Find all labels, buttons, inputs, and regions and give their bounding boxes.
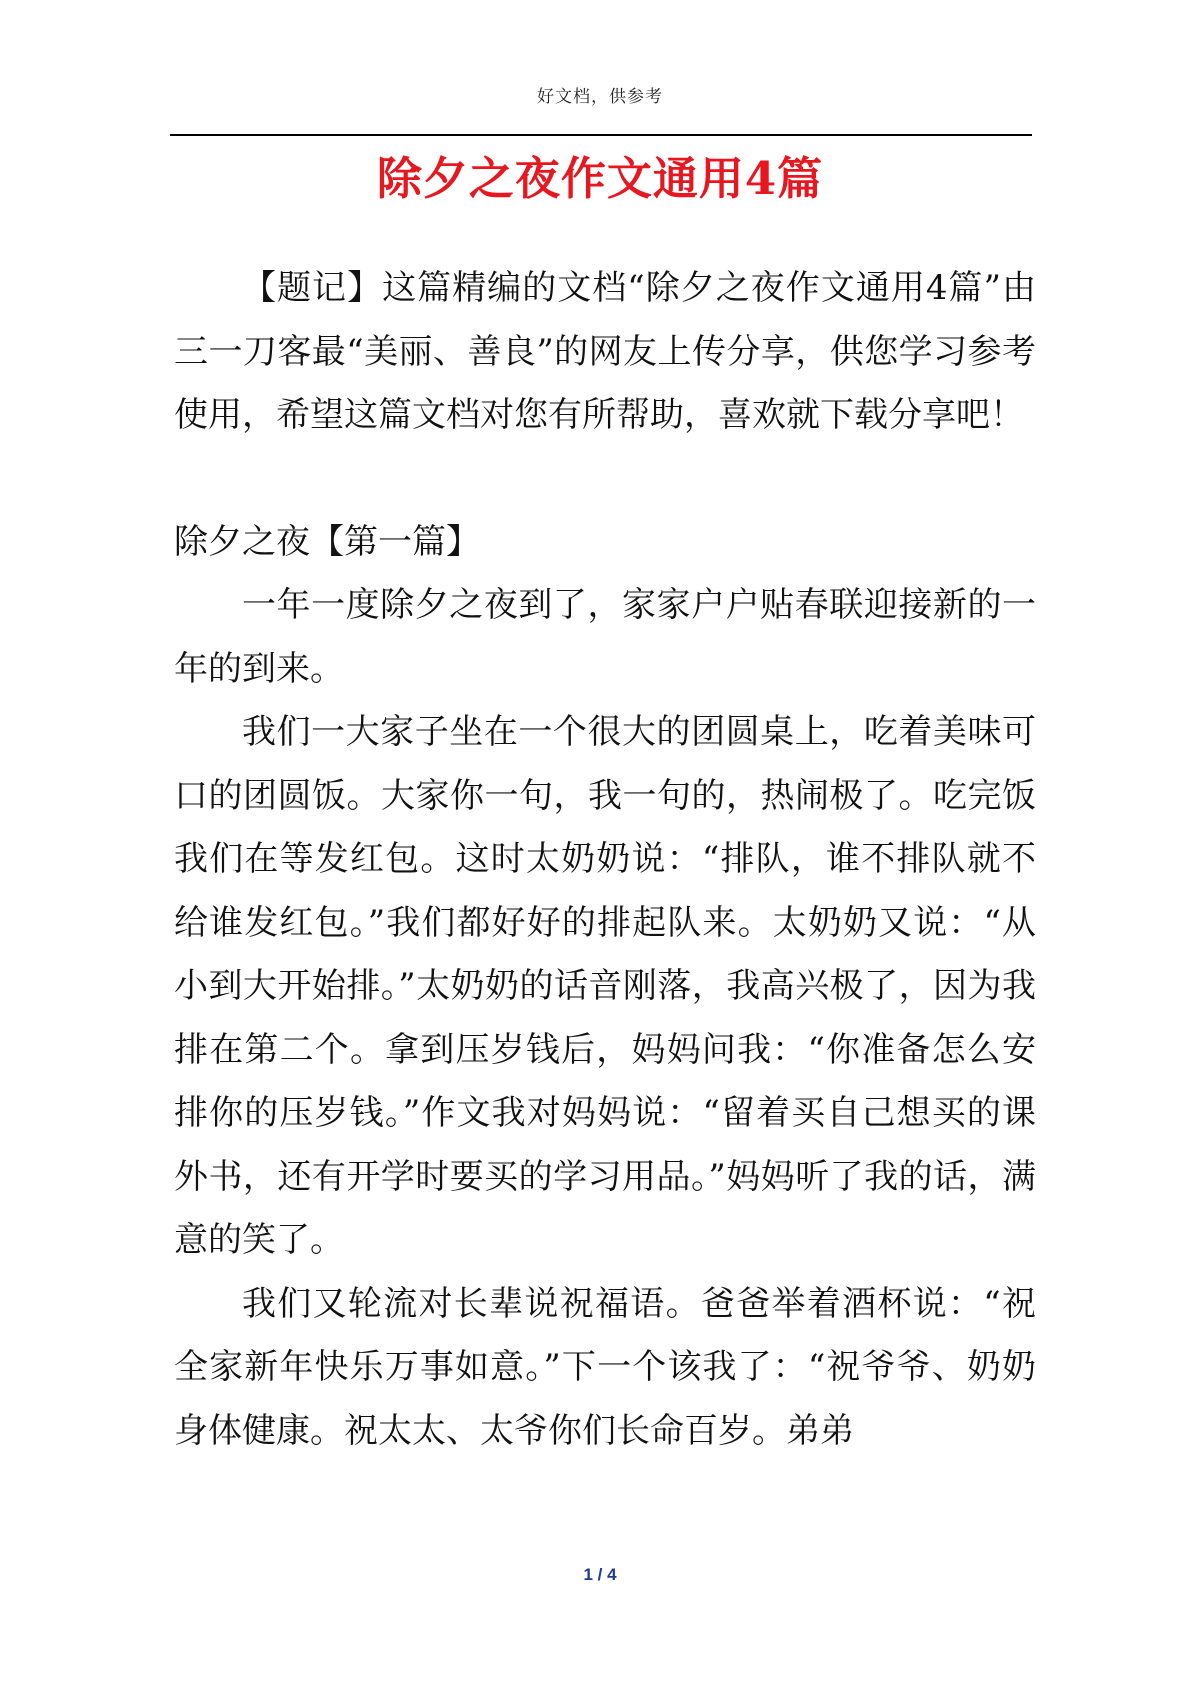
document-body — [174, 257, 1036, 1463]
body-paragraph: 我们一大家子坐在一个很大的团圆桌上，吃着美味可口的团圆饭。大家你一句，我一句的，热闹极了。吃完饭我们在等发红包。这时太奶奶说：“排队，谁不排队就不给谁发红包。”我们都好好的排起队来。太奶奶又说：“从小到大开始排。”太奶奶的话音刚落，我高兴极了，因为我排在第二个。拿到压岁钱后，妈妈问我：“你准备怎么安排你的压岁钱。”作文我对妈妈说：“留着买自己想买的课外书，还有开学时要买的学习用品。”妈妈听了我的话，满意的笑了。 — [174, 712, 1036, 1260]
page-header: 好文档，供参考 — [537, 87, 663, 107]
document-title: 除夕之夜作文通用4篇 — [376, 152, 824, 205]
intro-paragraph: 【题记】这篇精编的文档“除夕之夜作文通用4篇”由三一刀客最“美丽、善良”的网友上传分享，供您学习参考使用，希望这篇文档对您有所帮助，喜欢就下载分享吧！ — [174, 268, 1036, 435]
spacer — [174, 448, 1036, 511]
header-divider — [170, 134, 1032, 136]
body-paragraph: 一年一度除夕之夜到了，家家户户贴春联迎接新的一年的到来。 — [174, 585, 1036, 689]
body-paragraph: 我们又轮流对长辈说祝福语。爸爸举着酒杯说：“祝全家新年快乐万事如意。”下一个该我了：“祝爷爷、奶奶身体健康。祝太太、太爷你们长命百岁。弟弟 — [174, 1283, 1036, 1451]
section-heading: 除夕之夜【第一篇】 — [174, 521, 480, 562]
page-number: 1 / 4 — [583, 1565, 617, 1584]
